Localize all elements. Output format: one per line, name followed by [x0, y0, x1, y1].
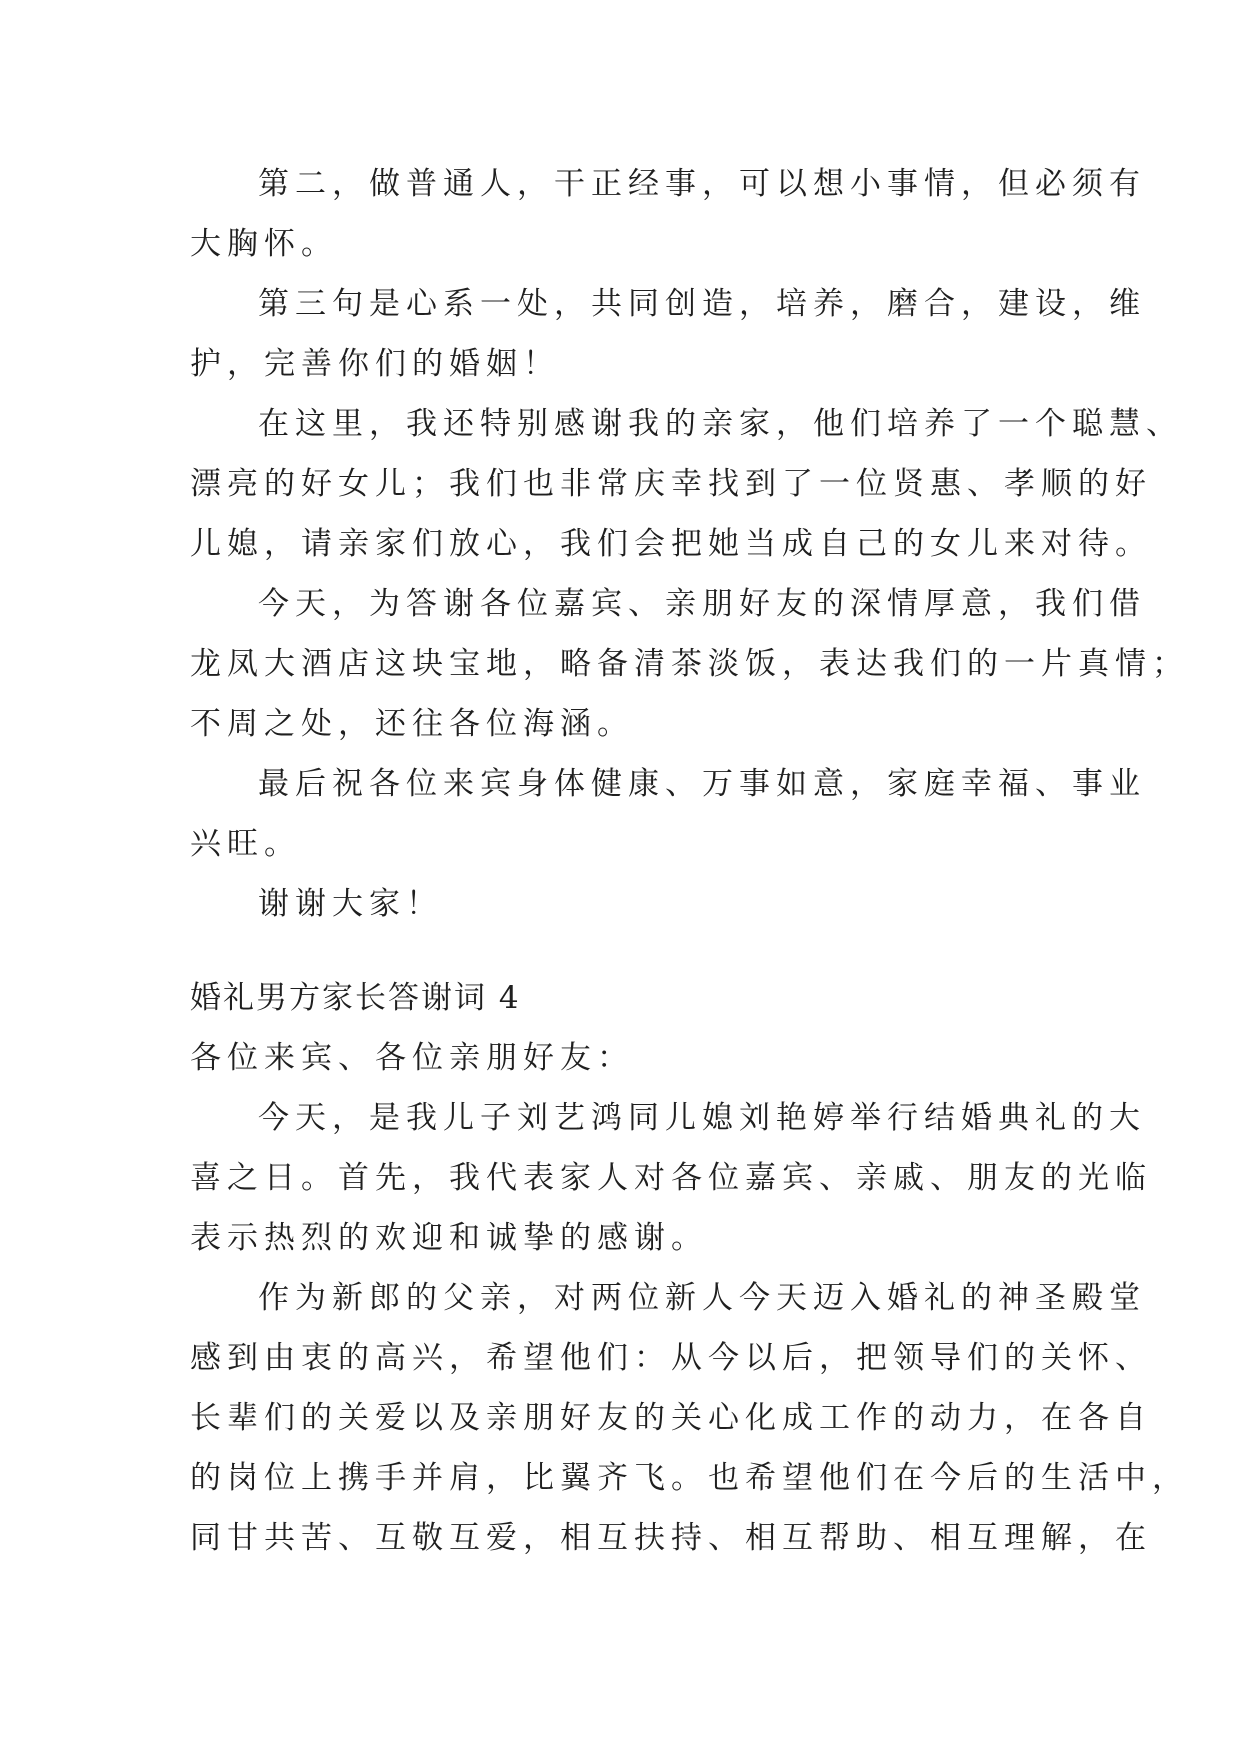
paragraph-line: 漂亮的好女儿；我们也非常庆幸找到了一位贤惠、孝顺的好 — [190, 466, 1152, 502]
paragraph-line: 在这里，我还特别感谢我的亲家，他们培养了一个聪慧、 — [258, 406, 1183, 442]
paragraph-line: 最后祝各位来宾身体健康、万事如意，家庭幸福、事业 — [258, 766, 1146, 802]
section-title: 婚礼男方家长答谢词 4 — [190, 980, 521, 1016]
paragraph-line: 今天，为答谢各位嘉宾、亲朋好友的深情厚意，我们借 — [258, 586, 1146, 622]
paragraph-line: 儿媳，请亲家们放心，我们会把她当成自己的女儿来对待。 — [190, 526, 1152, 562]
paragraph-line: 表示热烈的欢迎和诚挚的感谢。 — [190, 1220, 708, 1256]
paragraph-line: 作为新郎的父亲，对两位新人今天迈入婚礼的神圣殿堂 — [258, 1280, 1146, 1316]
paragraph-line: 护，完善你们的婚姻！ — [190, 346, 560, 382]
paragraph-line: 大胸怀。 — [190, 226, 338, 262]
paragraph-line: 同甘共苦、互敬互爱，相互扶持、相互帮助、相互理解，在 — [190, 1520, 1152, 1556]
speech-part-two — [190, 968, 1189, 1568]
greeting-line: 各位来宾、各位亲朋好友： — [190, 1040, 634, 1076]
paragraph-line: 长辈们的关爱以及亲朋好友的关心化成工作的动力，在各自 — [190, 1400, 1152, 1436]
speech-part-one — [190, 154, 1189, 934]
paragraph-line: 谢谢大家！ — [258, 886, 443, 922]
paragraph-line: 今天，是我儿子刘艺鸿同儿媳刘艳婷举行结婚典礼的大 — [258, 1100, 1146, 1136]
paragraph-line: 第三句是心系一处，共同创造，培养，磨合，建设，维 — [258, 286, 1146, 322]
paragraph-line: 第二，做普通人，干正经事，可以想小事情，但必须有 — [258, 166, 1146, 202]
paragraph-line: 感到由衷的高兴，希望他们：从今以后，把领导们的关怀、 — [190, 1340, 1152, 1376]
paragraph-line: 的岗位上携手并肩，比翼齐飞。也希望他们在今后的生活中， — [190, 1460, 1189, 1496]
paragraph-line: 兴旺。 — [190, 826, 301, 862]
paragraph-line: 喜之日。首先，我代表家人对各位嘉宾、亲戚、朋友的光临 — [190, 1160, 1152, 1196]
paragraph-line: 不周之处，还往各位海涵。 — [190, 706, 634, 742]
paragraph-line: 龙凤大酒店这块宝地，略备清茶淡饭，表达我们的一片真情； — [190, 646, 1189, 682]
